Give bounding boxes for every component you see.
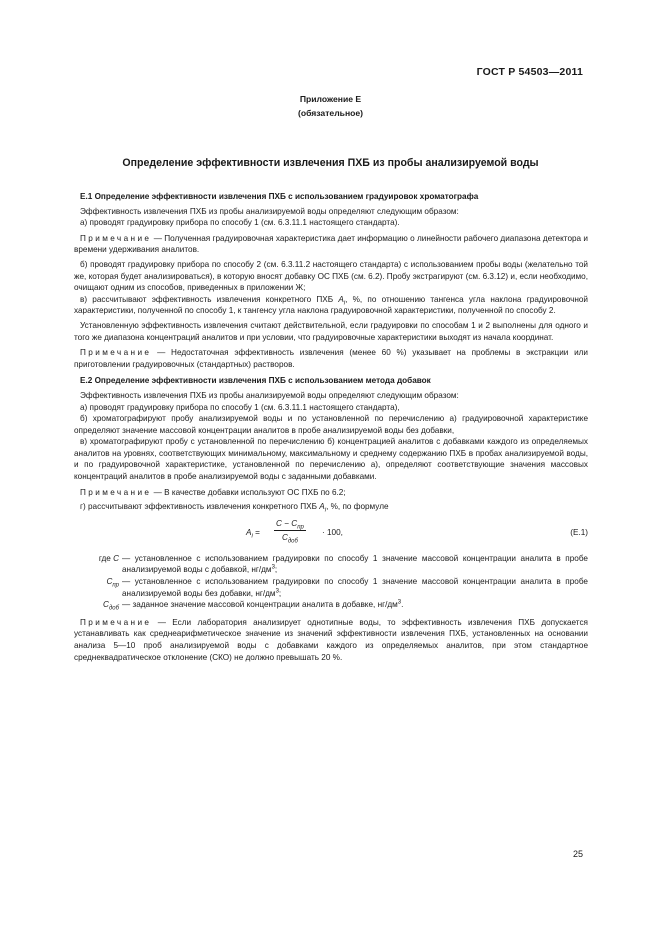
formula-fraction bbox=[274, 518, 306, 544]
list-item: б) хроматографируют пробу анализируемой воды и по установленной по перечислению а) градуировочной характеристике определяют значение массовой концентрации аналитов в пробе анализируемой воды без добавки, bbox=[74, 414, 588, 435]
list-item: а) проводят градуировку прибора по способу 1 (см. 6.3.11.1 настоящего стандарта). bbox=[80, 218, 400, 228]
paragraph: Эффективность извлечения ПХБ из пробы анализируемой воды определяют следующим образом: bbox=[80, 390, 459, 400]
list-item: г) рассчитывают эффективность извлечения конкретного ПХБ $A_i$, %, по формуле bbox=[80, 502, 389, 514]
paragraph: Эффективность извлечения ПХБ из пробы анализируемой воды определяют следующим образом: bbox=[80, 206, 459, 216]
appendix-label: Приложение Е bbox=[299, 94, 362, 104]
note bbox=[74, 487, 588, 499]
note-text: — Полученная градуировочная характеристика дает информацию о линейности рабочего диапазона детектора и времени удерживания аналитов. bbox=[74, 233, 588, 255]
formula-denominator: $C_{доб}$ bbox=[281, 533, 298, 546]
formula-number: (Е.1) bbox=[570, 527, 588, 537]
definition-text: — установленное с использованием градуировки по способу 1 значение массовой концентрации аналита в пробе анализируемой воды с добавкой, $нг/дм^3$; bbox=[122, 553, 588, 575]
definition-symbol: $C_{пр}$ bbox=[106, 577, 119, 589]
note-label: Примечание bbox=[80, 233, 152, 243]
formula-tail: · 100, bbox=[322, 527, 343, 537]
section-heading-e1: Е.1 Определение эффективности извлечения ПХБ с использованием градуировок хроматографа bbox=[80, 192, 479, 201]
list-item: а) проводят градуировку прибора по способу 1 (см. 6.3.11.1 настоящего стандарта), bbox=[80, 402, 400, 412]
definition-symbol: $C_{доб}$ bbox=[103, 600, 119, 612]
definition-text: — заданное значение массовой концентрации аналита в добавке, $нг/дм^3$. bbox=[122, 599, 404, 610]
formula-lhs: $A_i$ = bbox=[246, 527, 260, 540]
appendix-body bbox=[74, 187, 588, 663]
document-number: ГОСТ Р 54503—2011 bbox=[476, 66, 583, 78]
note bbox=[74, 233, 588, 256]
definition-symbol: где C bbox=[98, 553, 119, 563]
formula-numerator: $C - C_{пр}$ bbox=[276, 518, 304, 531]
list-item: б) проводят градуировку прибора по способу 2 (см. 6.3.11.2 настоящего стандарта) с использованием пробы воды (желательно той же, которая будет анализироваться), в которую вносят добавку ОС ПХБ (см. 6.2). Пробу экстрагируют (см. 6.3.12) и, если необходимо, очищают одним из способов, приведенных в приложении Ж; bbox=[74, 259, 588, 293]
note-label: Примечание bbox=[80, 487, 152, 497]
list-item: в) рассчитывают эффективность извлечения конкретного ПХБ $A_i$, %, по отношению тангенса угла наклона градуировочной характеристики, полученной по способу 1, к тангенсу угла наклона градуировочной характеристики, полученной по способу 2. bbox=[74, 294, 588, 316]
note bbox=[74, 347, 588, 370]
note-label: Примечание bbox=[80, 617, 152, 627]
list-item: в) хроматографируют пробу с установленной по перечислению б) концентрацией аналитов с добавками каждого из определяемых аналитов на уровнях, соответствующих минимальному, максимальному и среднему содержанию ПХБ в пробах анализируемой воды, и по градуировочной характеристике, установленной по перечислению а), определяют соответствующие значения массовых концентраций аналитов в пробе анализируемой воды с заданными добавками. bbox=[74, 437, 588, 482]
paragraph: Установленную эффективность извлечения считают действительной, если градуировки по способам 1 и 2 выполнены для одного и того же диапазона концентраций аналитов и при условии, что градуировочные характеристики выходят из начала координат. bbox=[74, 320, 588, 342]
appendix-status: (обязательное) bbox=[297, 108, 364, 118]
page-number: 25 bbox=[572, 849, 583, 859]
note-text: — Недостаточная эффективность извлечения (менее 60 %) указывает на проблемы в экстракции или приготовлении градуировочных (стандартных) растворов. bbox=[74, 348, 588, 369]
note-label: Примечание bbox=[80, 348, 152, 358]
formula-e1 bbox=[74, 515, 588, 551]
appendix-title: Определение эффективности извлечения ПХБ из пробы анализируемой воды bbox=[122, 157, 539, 169]
variable-definitions bbox=[74, 553, 588, 611]
definition-text: — установленное с использованием градуировки по способу 1 значение массовой концентрации аналита в пробе анализируемой воды без добавки, $нг/дм^3$; bbox=[122, 577, 588, 598]
section-heading-e2: Е.2 Определение эффективности извлечения ПХБ с использованием метода добавок bbox=[80, 376, 431, 386]
note-text: — Если лаборатория анализирует однотипные воды, то эффективность извлечения ПХБ допускается устанавливать как среднеарифметическое значение из значений эффективности извлечения ПХБ, установленных на основании анализа 5—10 проб анализируемой воды с добавками каждого из определяемых аналитов, при этом стандартное среднеквадратическое отклонение (СКО) не должно превышать 20 %. bbox=[74, 617, 588, 662]
note-text: — В качестве добавки используют ОС ПХБ по 6.2; bbox=[151, 487, 346, 497]
note bbox=[74, 617, 588, 663]
